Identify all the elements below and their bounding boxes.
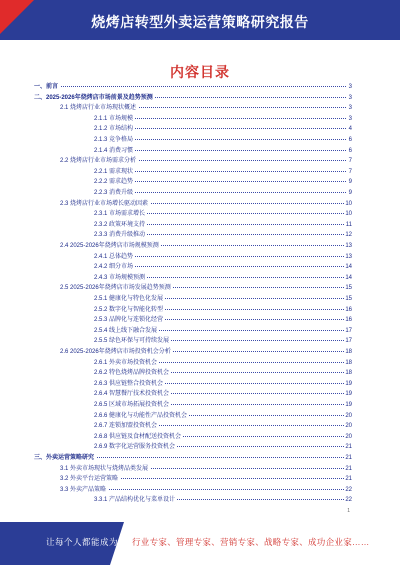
toc-entry-label: 2.2.3 消费升级 bbox=[94, 190, 134, 196]
toc-entry[interactable] bbox=[34, 114, 352, 124]
toc-entry[interactable] bbox=[34, 167, 352, 177]
toc-entry[interactable] bbox=[34, 93, 352, 103]
toc-entry-page: 10 bbox=[345, 211, 352, 218]
toc-entry-label: 2.5 2025-2026年烧烤店市场发展趋势预测 bbox=[60, 285, 171, 292]
toc-entry-label: 2.6 2025-2026年烧烤店市场投资机会分析 bbox=[60, 349, 171, 355]
toc-entry[interactable] bbox=[34, 188, 352, 198]
toc-entry-page: 6 bbox=[348, 137, 352, 143]
toc-entry[interactable] bbox=[34, 177, 352, 187]
toc-entry-page: 13 bbox=[345, 243, 352, 249]
report-header bbox=[0, 0, 400, 40]
toc-heading: 内容目录 bbox=[170, 64, 230, 80]
toc-entry-label: 2.6.7 连锁加盟投资机会 bbox=[94, 423, 158, 430]
toc-entry-page: 19 bbox=[345, 380, 352, 387]
footer-divider bbox=[110, 522, 124, 565]
toc-entry[interactable] bbox=[34, 230, 352, 240]
toc-entry-label: 2.4.3 市场规模预测 bbox=[94, 274, 146, 281]
toc-entry-label: 2.5.4 线上线下融合发展 bbox=[94, 327, 158, 334]
toc-entry-page: 7 bbox=[348, 168, 352, 175]
toc-entry[interactable] bbox=[34, 283, 352, 293]
toc-entry-label: 3.3.1 产品结构优化与菜单设计 bbox=[94, 497, 176, 504]
toc-entry-label: 2.6.4 智慧餐厅技术投资机会 bbox=[94, 391, 170, 398]
toc-entry-label: 2.3.1 市场需求增长 bbox=[94, 211, 146, 218]
toc-entry-page: 19 bbox=[345, 402, 352, 408]
toc-entry-label: 2.4.1 总体趋势 bbox=[94, 253, 134, 260]
toc-entry-label: 二、2025-2026年烧烤店市场前景及趋势预测 bbox=[34, 94, 153, 101]
toc-entry[interactable] bbox=[34, 453, 352, 463]
toc-entry-label: 2.6.8 供应链及食材配送投资机会 bbox=[94, 433, 182, 440]
toc-entry[interactable] bbox=[34, 273, 352, 283]
toc-entry[interactable] bbox=[34, 347, 352, 357]
toc-entry-page: 11 bbox=[345, 221, 352, 228]
toc-entry[interactable] bbox=[34, 262, 352, 272]
toc-entry-label: 2.2.1 需求现状 bbox=[94, 168, 134, 175]
toc-entry[interactable] bbox=[34, 379, 352, 389]
toc-entry-label: 3.1 外卖市场现状与烧烤品类发展 bbox=[60, 465, 149, 472]
toc-entry[interactable] bbox=[34, 389, 352, 399]
toc-entry[interactable] bbox=[34, 495, 352, 505]
table-of-contents bbox=[34, 82, 352, 520]
toc-entry-label: 2.4.2 细分市场 bbox=[94, 264, 134, 271]
toc-entry-label: 2.1.4 消费习惯 bbox=[94, 147, 134, 154]
toc-entry-page: 10 bbox=[345, 200, 352, 207]
toc-entry-label: 2.6.6 健康化与功能性产品投资机会 bbox=[94, 412, 188, 419]
toc-entry[interactable] bbox=[34, 464, 352, 474]
toc-entry-page: 15 bbox=[345, 285, 352, 292]
toc-entry-label: 2.1.2 市场结构 bbox=[94, 126, 134, 133]
toc-entry-label: 2.6.1 外卖市场投资机会 bbox=[94, 359, 158, 366]
toc-entry-page: 16 bbox=[345, 306, 352, 313]
toc-entry[interactable] bbox=[34, 146, 352, 156]
toc-entry-label: 2.5.1 健康化与特色化发展 bbox=[94, 296, 164, 302]
report-title: 烧烤店转型外卖运营策略研究报告 bbox=[91, 14, 309, 30]
toc-entry-label: 2.3 烧烤店行业市场增长驱动因素 bbox=[60, 200, 149, 207]
toc-entry-page: 9 bbox=[348, 179, 352, 186]
toc-entry[interactable] bbox=[34, 82, 352, 92]
toc-entry-page: 20 bbox=[345, 423, 352, 430]
toc-entry-label: 2.6.3 供应链整合投资机会 bbox=[94, 380, 164, 387]
toc-entry-label: 2.3.3 消费升级推动 bbox=[94, 232, 146, 239]
toc-entry-label: 3.3 外卖产品策略 bbox=[60, 486, 107, 493]
toc-entry-label: 一、前言 bbox=[34, 84, 59, 90]
toc-entry-page: 22 bbox=[345, 497, 352, 504]
toc-entry[interactable] bbox=[34, 485, 352, 495]
toc-leader-dots bbox=[34, 86, 346, 87]
toc-entry[interactable] bbox=[34, 336, 352, 346]
toc-entry-page: 16 bbox=[345, 317, 352, 324]
toc-entry-page: 17 bbox=[345, 338, 352, 345]
toc-entry-page: 21 bbox=[345, 444, 352, 451]
toc-entry-label: 2.6.5 区域市场拓展投资机会 bbox=[94, 402, 170, 408]
toc-entry-label: 2.4 2025-2026年烧烤店市场规模预测 bbox=[60, 243, 159, 249]
toc-entry-page: 18 bbox=[345, 359, 352, 366]
toc-entry-page: 6 bbox=[348, 147, 352, 154]
toc-entry-page: 21 bbox=[345, 455, 352, 461]
toc-entry-label: 2.2.2 需求趋势 bbox=[94, 179, 134, 186]
toc-entry[interactable] bbox=[34, 411, 352, 421]
toc-entry-label: 三、外卖运营策略研究 bbox=[34, 455, 95, 461]
toc-entry[interactable] bbox=[34, 315, 352, 325]
toc-entry-label: 2.5.3 品牌化与连锁化经营 bbox=[94, 317, 164, 324]
page-number: 1 bbox=[347, 508, 350, 514]
toc-entry[interactable] bbox=[34, 103, 352, 113]
toc-entry-page: 20 bbox=[345, 433, 352, 440]
toc-entry[interactable] bbox=[34, 220, 352, 230]
toc-entry-page: 22 bbox=[345, 486, 352, 493]
toc-entry-page: 3 bbox=[348, 84, 352, 90]
toc-entry-label: 2.6.2 特色烧烤品牌投资机会 bbox=[94, 370, 170, 377]
toc-entry[interactable] bbox=[34, 442, 352, 452]
toc-entry-label: 2.1 烧烤店行业市场现状概述 bbox=[60, 105, 137, 112]
toc-entry[interactable] bbox=[34, 135, 352, 145]
toc-entry-page: 17 bbox=[345, 327, 352, 334]
toc-entry-label: 2.1.3 竞争格局 bbox=[94, 137, 134, 143]
toc-entry-label: 2.5.2 数字化与智能化转型 bbox=[94, 306, 164, 313]
toc-entry-page: 19 bbox=[345, 391, 352, 398]
footer-slogan-right: 行业专家、管理专家、营销专家、战略专家、成功企业家…… bbox=[132, 537, 370, 547]
toc-entry-page: 9 bbox=[348, 190, 352, 196]
toc-entry[interactable] bbox=[34, 400, 352, 410]
toc-entry[interactable] bbox=[34, 358, 352, 368]
toc-entry-page: 21 bbox=[345, 476, 352, 483]
toc-entry-page: 20 bbox=[345, 412, 352, 419]
footer-slogan-left: 让每个人都能成为 bbox=[46, 537, 119, 547]
toc-entry-page: 3 bbox=[348, 94, 352, 101]
toc-entry[interactable] bbox=[34, 326, 352, 336]
toc-entry[interactable] bbox=[34, 305, 352, 315]
toc-entry[interactable] bbox=[34, 156, 352, 166]
toc-entry-page: 3 bbox=[348, 105, 352, 112]
toc-entry[interactable] bbox=[34, 432, 352, 442]
toc-entry-label: 2.2 烧烤店行业市场需求分析 bbox=[60, 158, 137, 165]
toc-entry[interactable] bbox=[34, 294, 352, 304]
toc-entry-page: 18 bbox=[345, 349, 352, 355]
toc-entry-label: 2.6.9 数字化运营服务投资机会 bbox=[94, 444, 176, 451]
toc-entry[interactable] bbox=[34, 252, 352, 262]
toc-entry[interactable] bbox=[34, 368, 352, 378]
toc-entry[interactable] bbox=[34, 199, 352, 209]
toc-entry-page: 7 bbox=[348, 158, 352, 165]
toc-entry-page: 14 bbox=[345, 264, 352, 271]
toc-entry-page: 4 bbox=[348, 126, 352, 133]
toc-entry[interactable] bbox=[34, 124, 352, 134]
toc-entry[interactable] bbox=[34, 474, 352, 484]
toc-entry-page: 12 bbox=[345, 232, 352, 239]
toc-entry[interactable] bbox=[34, 421, 352, 431]
toc-entry-page: 13 bbox=[345, 253, 352, 260]
footer-banner bbox=[0, 522, 400, 565]
toc-entry[interactable] bbox=[34, 241, 352, 251]
toc-entry-page: 21 bbox=[345, 465, 352, 472]
toc-entry-label: 2.1.1 市场规模 bbox=[94, 115, 134, 122]
toc-entry-page: 18 bbox=[345, 370, 352, 377]
toc-entry-page: 15 bbox=[345, 296, 352, 302]
toc-entry-page: 3 bbox=[348, 115, 352, 122]
toc-entry-label: 3.2 外卖平台运营策略 bbox=[60, 476, 119, 483]
toc-entry[interactable] bbox=[34, 209, 352, 219]
toc-entry-label: 2.5.5 绿色环保与可持续发展 bbox=[94, 338, 170, 345]
toc-entry-label: 2.3.2 政策环境支持 bbox=[94, 221, 146, 228]
toc-entry-page: 14 bbox=[345, 274, 352, 281]
